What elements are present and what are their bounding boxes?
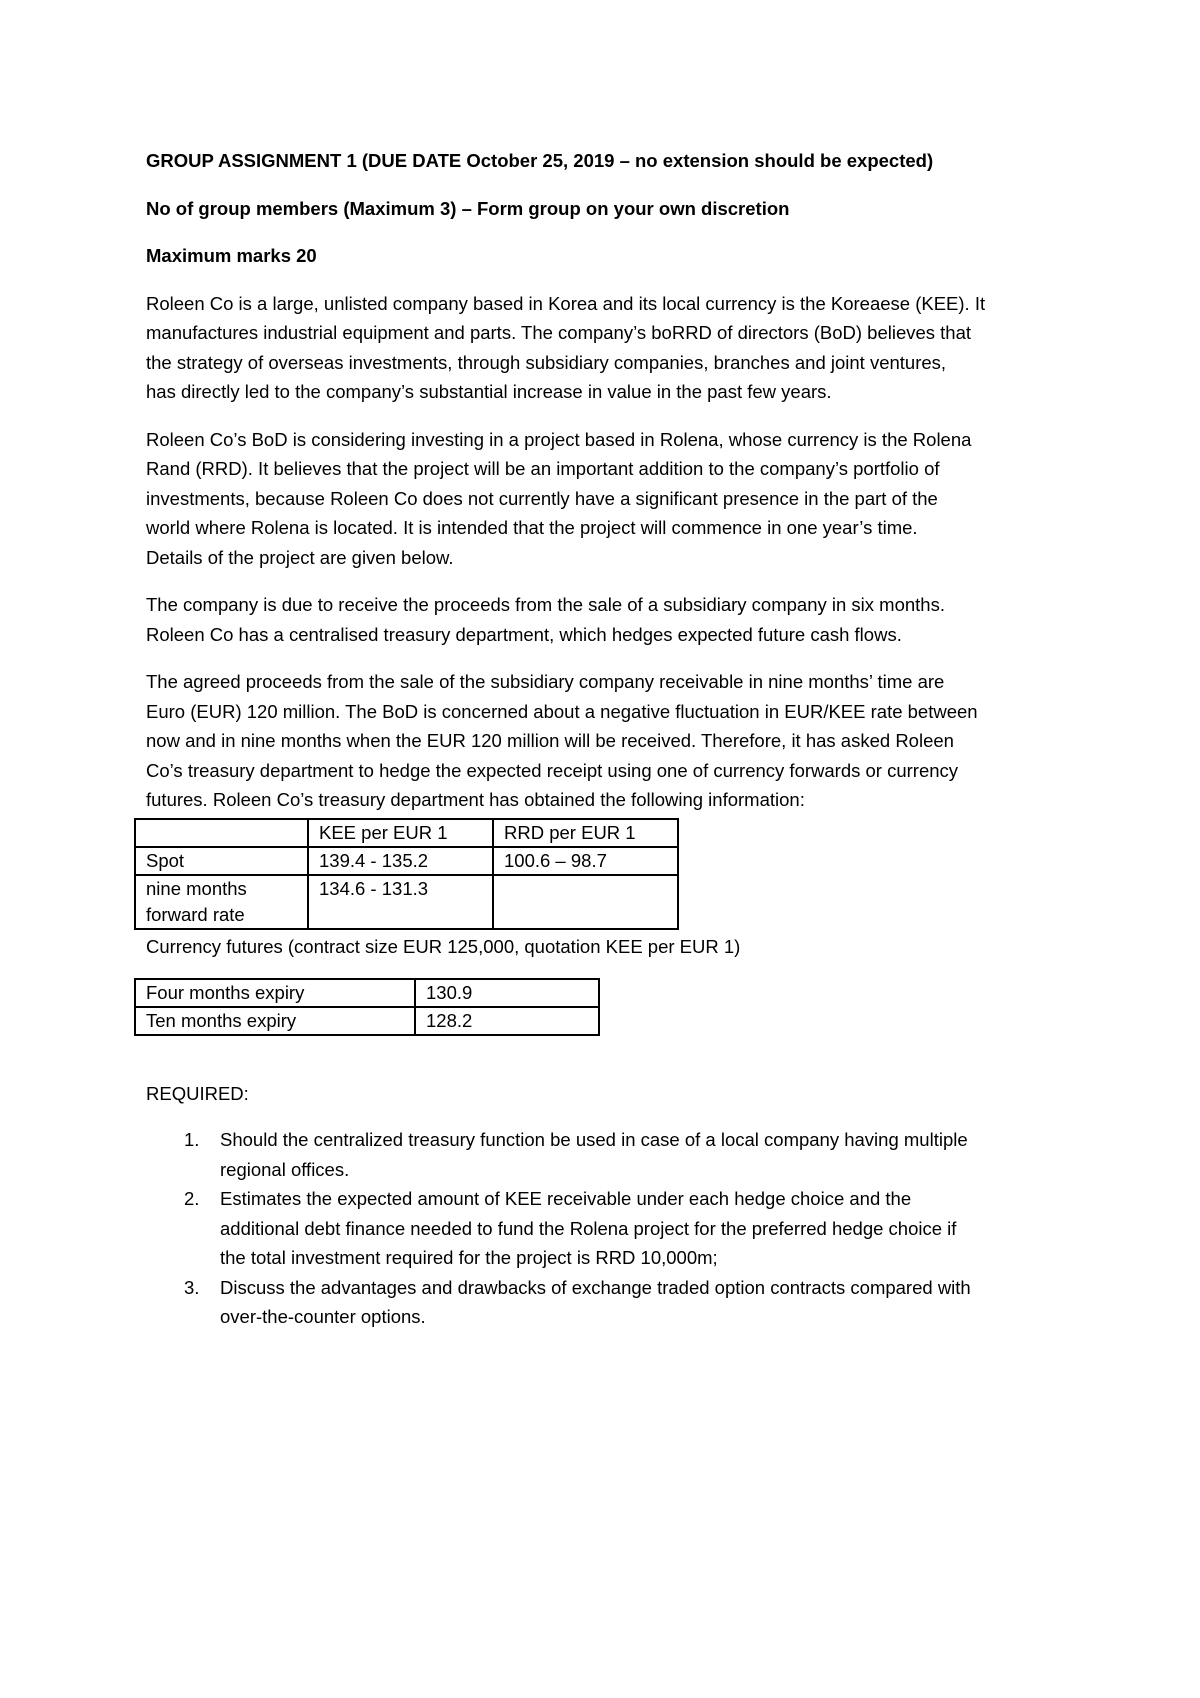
paragraph-treasury [146,590,1066,649]
text-line: over-the-counter options. [220,1306,426,1327]
text-line: additional debt finance needed to fund the Rolena project for the preferred hedge choice if [220,1217,957,1239]
text-line: Should the centralized treasury function be used in case of a local company having multiple [220,1129,968,1150]
text-line: Euro (EUR) 120 million. The BoD is concerned about a negative fluctuation in EUR/KEE rate between [146,700,978,722]
text-line: Roleen Co has a centralised treasury department, which hedges expected future cash flows. [146,623,902,645]
text-line: manufactures industrial equipment and parts. The company’s boRRD of directors (BoD) believes that [146,322,972,343]
text-line: world where Rolena is located. It is intended that the project will commence in one year’s time. [146,517,918,538]
required-label: REQUIRED: [146,1083,249,1104]
table-cell: Ten months expiry [135,1007,415,1035]
text-line: the strategy of overseas investments, through subsidiary companies, branches and joint ventures, [146,351,947,373]
paragraph-intro [146,289,1066,407]
table-cell: 139.4 - 135.2 [308,847,493,875]
required-list [146,1125,1046,1332]
text-line: The agreed proceeds from the sale of the subsidiary company receivable in nine months’ time are [146,671,945,692]
assignment-title: GROUP ASSIGNMENT 1 (DUE DATE October 25, 2019 – no extension should be expected) [146,150,934,171]
table-cell: 130.9 [415,979,599,1007]
group-info: No of group members (Maximum 3) – Form group on your own discretion [146,197,790,219]
text-line: Co’s treasury department to hedge the expected receipt using one of currency forwards or currency [146,759,959,781]
text-line: now and in nine months when the EUR 120 million will be received. Therefore, it has asked Roleen [146,730,954,751]
paragraph-project [146,425,1066,573]
marks-info: Maximum marks 20 [146,245,317,266]
paragraph-hedge [146,667,1066,815]
text-line: Roleen Co’s BoD is considering investing in a project based in Rolena, whose currency is the Rolena [146,428,972,450]
text-line: The company is due to receive the proceeds from the sale of a subsidiary company in six months. [146,594,945,615]
table-cell: nine months forward rate [135,875,308,929]
text-line: Details of the project are given below. [146,546,454,568]
table-cell [135,819,308,847]
text-line: Rand (RRD). It believes that the project will be an important addition to the company’s portfolio of [146,458,940,479]
table-row [135,847,678,875]
text-line: has directly led to the company’s substantial increase in value in the past few years. [146,381,832,402]
document-body [146,146,1066,833]
futures-caption: Currency futures (contract size EUR 125,000, quotation KEE per EUR 1) [146,936,741,957]
text-line: futures. Roleen Co’s treasury department has obtained the following information: [146,789,805,810]
table-cell [493,875,678,929]
text-line: investments, because Roleen Co does not currently have a significant presence in the part of the [146,487,938,509]
list-item [146,1184,1046,1273]
table-row [135,875,678,929]
table-cell: RRD per EUR 1 [493,819,678,847]
list-number: 3. [184,1276,200,1298]
list-item [146,1125,1046,1184]
list-number: 1. [184,1129,200,1150]
list-item [146,1273,1046,1332]
text-line: Estimates the expected amount of KEE receivable under each hedge choice and the [220,1188,912,1209]
table-header-row [135,819,678,847]
table-row [135,979,599,1007]
futures-table [134,978,600,1036]
table-cell: 128.2 [415,1007,599,1035]
table-row [135,1007,599,1035]
text-line: the total investment required for the project is RRD 10,000m; [220,1247,718,1268]
text-line: Roleen Co is a large, unlisted company based in Korea and its local currency is the Koreaese (KEE). It [146,292,986,314]
text-line: regional offices. [220,1158,350,1180]
table-cell: KEE per EUR 1 [308,819,493,847]
list-number: 2. [184,1188,200,1209]
table-cell: 100.6 – 98.7 [493,847,678,875]
table-cell: 134.6 - 131.3 [308,875,493,929]
table-cell: Spot [135,847,308,875]
table-cell: Four months expiry [135,979,415,1007]
exchange-rates-table [134,818,679,930]
text-line: Discuss the advantages and drawbacks of exchange traded option contracts compared with [220,1276,971,1298]
